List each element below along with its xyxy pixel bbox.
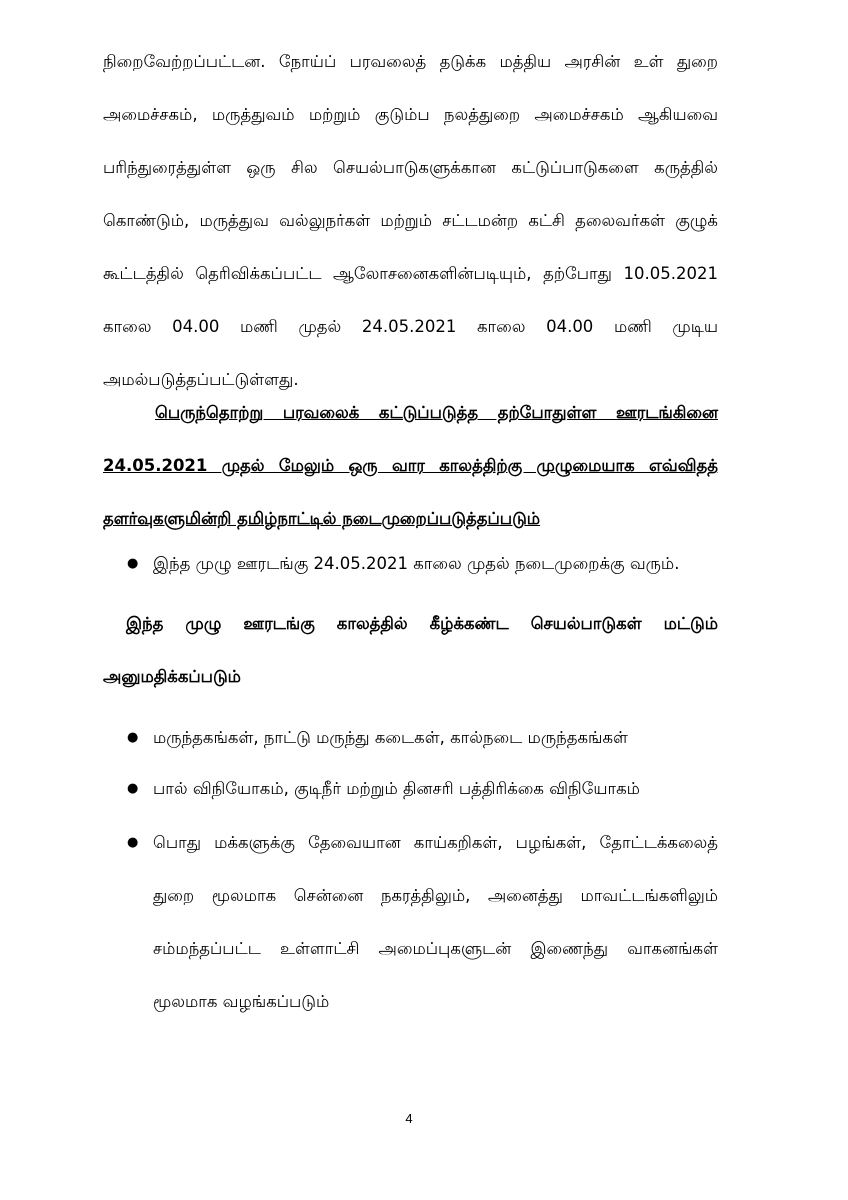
list-item [103, 711, 718, 764]
list-item-text: பால் விநியோகம், குடிநீர் மற்றும் தினசரி பத்திரிக்கை விநியோகம் [153, 779, 640, 798]
list-item [103, 816, 718, 1028]
page-number: 4 [405, 1111, 413, 1126]
list-item [103, 762, 718, 815]
bullet-icon: ● [127, 835, 139, 850]
list-item-text: பொது மக்களுக்கு தேவையான காய்கறிகள், பழங்கள், தோட்டக்கலைத் துறை மூலமாக சென்னை நகரத்திலும், அனைத்து மாவட்டங்களிலும் சம்மந்தப்பட்ட உள்ளாட்சி அமைப்புகளுடன் இணைந்து வாகனங்கள் மூலமாக வழங்கப்படும் [153, 833, 718, 1011]
bullet-icon: ● [127, 730, 139, 745]
list-item-text: மருந்தகங்கள், நாட்டு மருந்து கடைகள், கால்நடை மருந்தகங்கள் [153, 728, 628, 747]
paragraph-lockdown-extension: பெருந்தொற்று பரவலைக் கட்டுப்படுத்த தற்போதுள்ள ஊரடங்கினை 24.05.2021 முதல் மேலும் ஒரு வார காலத்திற்கு முழுமையாக எவ்விதத் தளர்வுகளுமின்றி தமிழ்நாட்டில் நடைமுறைப்படுத்தப்படும் [103, 403, 718, 528]
list-item-text: இந்த முழு ஊரடங்கு 24.05.2021 காலை முதல் நடைமுறைக்கு வரும். [153, 554, 680, 573]
bullet-icon: ● [127, 781, 139, 796]
bullet-icon: ● [127, 556, 139, 571]
list-item [103, 537, 718, 590]
paragraph-lockdown-background: நிறைவேற்றப்பட்டன. நோய்ப் பரவலைத் தடுக்க மத்திய அரசின் உள் துறை அமைச்சகம், மருத்துவம் மற்றும் குடும்ப நலத்துறை அமைச்சகம் ஆகியவை பரிந்துரைத்துள்ள ஒரு சில செயல்பாடுகளுக்கான கட்டுப்பாடுகளை கருத்தில் கொண்டும், மருத்துவ வல்லுநர்கள் மற்றும் சட்டமன்ற கட்சி தலைவர்கள் குழுக் கூட்டத்தில் தெரிவிக்கப்பட்ட ஆலோசனைகளின்படியும், தற்போது 10.05.2021 காலை 04.00 மணி முதல் 24.05.2021 காலை 04.00 மணி முடிய அமல்படுத்தப்பட்டுள்ளது. [103, 52, 718, 389]
paragraph-allowed-activities-heading: இந்த முழு ஊரடங்கு காலத்தில் கீழ்க்கண்ட செயல்பாடுகள் மட்டும் அனுமதிக்கப்படும் [103, 614, 718, 686]
